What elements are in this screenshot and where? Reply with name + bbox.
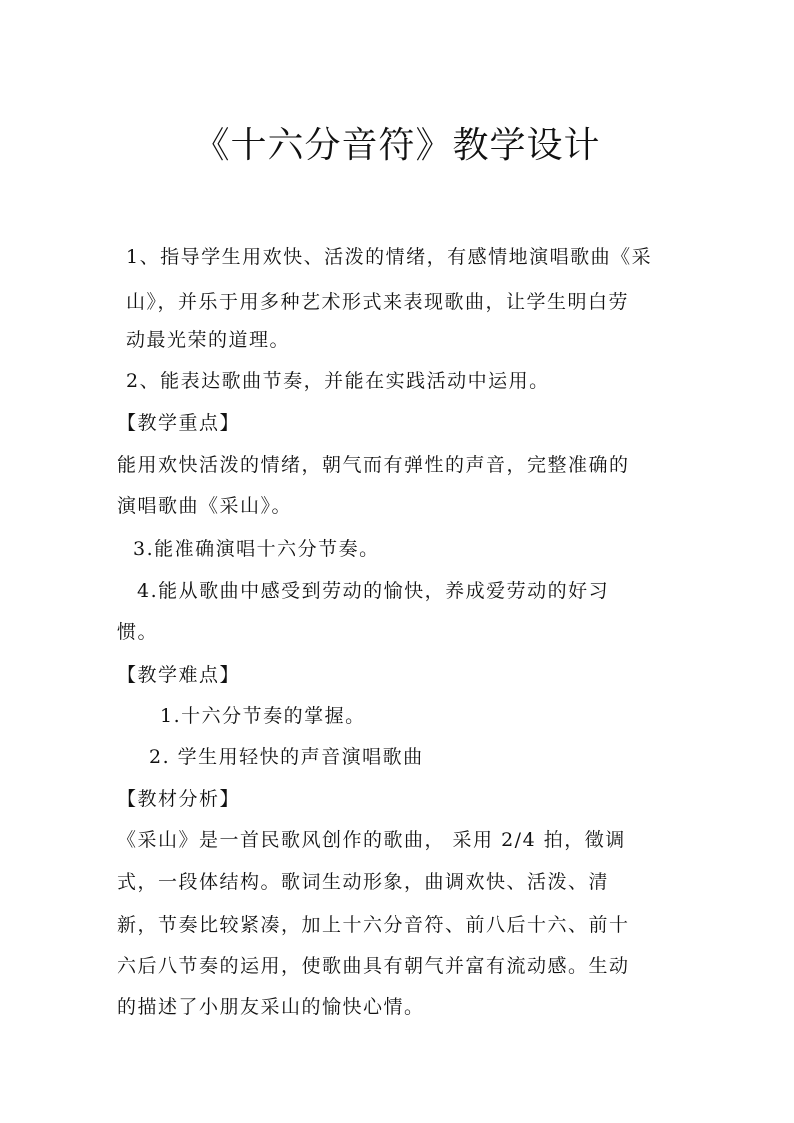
difficulty-2-line: 2. 学生用轻快的声音演唱歌曲 <box>149 746 424 768</box>
difficulty-1-line: 1.十六分节奏的掌握。 <box>160 705 366 727</box>
analysis-line-3: 新，节奏比较紧凑，加上十六分音符、前八后十六、前十 <box>117 914 630 936</box>
document-title: 《十六分音符》教学设计 <box>193 125 601 166</box>
section-heading-key-points: 【教学重点】 <box>117 412 241 434</box>
objective-1-line-2: 山》，并乐于用多种艺术形式来表现歌曲，让学生明白劳 <box>126 291 630 313</box>
key-point-4-line-2: 惯。 <box>117 621 159 643</box>
key-point-line-1: 能用欢快活泼的情绪，朝气而有弹性的声音，完整准确的 <box>117 454 630 476</box>
analysis-line-5: 的描述了小朋友采山的愉快心情。 <box>117 996 425 1018</box>
objective-1-line-1: 1、指导学生用欢快、活泼的情绪，有感情地演唱歌曲《采 <box>126 246 653 268</box>
section-heading-difficulties: 【教学难点】 <box>117 664 241 686</box>
objective-1-line-3: 动最光荣的道理。 <box>126 329 291 351</box>
key-point-line-2: 演唱歌曲《采山》。 <box>117 495 293 517</box>
analysis-line-2: 式，一段体结构。歌词生动形象，曲调欢快、活泼、清 <box>117 871 610 893</box>
key-point-4-line-1: 4.能从歌曲中感受到劳动的愉快，养成爱劳动的好习 <box>137 580 610 602</box>
section-heading-material-analysis: 【教材分析】 <box>117 788 241 810</box>
key-point-3-line: 3.能准确演唱十六分节奏。 <box>133 538 380 560</box>
analysis-line-4: 六后八节奏的运用，使歌曲具有朝气并富有流动感。生动 <box>117 955 630 977</box>
objective-2-line: 2、能表达歌曲节奏，并能在实践活动中运用。 <box>126 370 550 392</box>
analysis-line-1: 《采山》是一首民歌风创作的歌曲， 采用 2/4 拍，徵调 <box>117 829 626 851</box>
